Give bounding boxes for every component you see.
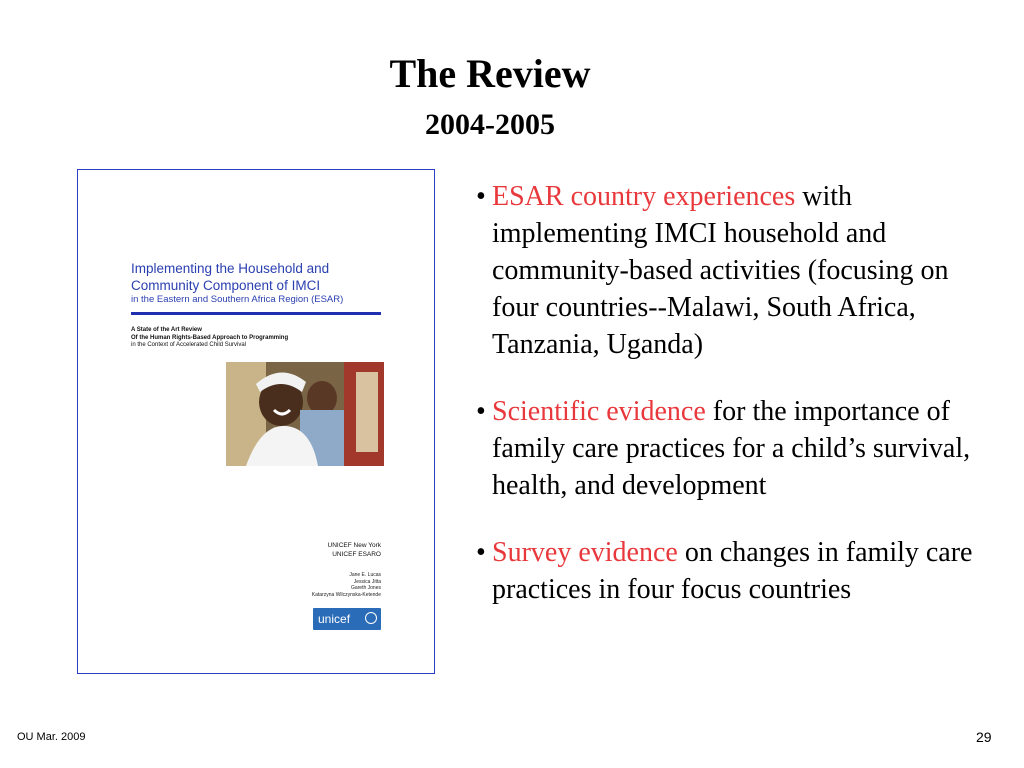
cover-photo: [226, 362, 384, 466]
bullet-dot-icon: •: [476, 537, 486, 568]
unicef-globe-icon: [365, 612, 377, 624]
cover-org-line1: UNICEF New York: [327, 542, 381, 549]
bullet-highlight: Scientific evidence: [492, 396, 706, 427]
unicef-logo-text: unicef: [318, 612, 351, 626]
cover-authors: [266, 572, 381, 598]
cover-title-line2: Community Component of IMCI: [131, 278, 321, 293]
bullet-dot-icon: •: [476, 396, 486, 427]
cover-org-line2: UNICEF ESARO: [332, 550, 381, 558]
cover-author: Gareth Jones: [350, 585, 381, 591]
bullet-item: [474, 393, 974, 504]
bullet-highlight: ESAR country experiences: [492, 181, 796, 212]
slide-subtitle: 2004-2005: [425, 108, 555, 141]
bullet-text: with implementing IMCI household and community-based activities (focusing on four countries--Malawi, South Africa, Tanzania, Uganda): [492, 181, 949, 360]
cover-divider: [131, 312, 381, 315]
cover-title-line3: in the Eastern and Southern Africa Region (ESAR): [131, 294, 344, 305]
cover-author: Katarzyna Wilczynska-Ketende: [311, 591, 381, 598]
cover-title-line1: Implementing the Household and: [131, 261, 330, 276]
bullet-highlight: Survey evidence: [492, 537, 678, 568]
cover-sub-line2: Of the Human Rights-Based Approach to Programming: [131, 334, 289, 341]
cover-sub-line3: in the Context of Accelerated Child Survival: [131, 342, 247, 348]
cover-organizations: [266, 542, 381, 559]
mother-child-photo: [226, 362, 384, 466]
cover-author: Jane E. Lucas: [349, 572, 381, 578]
unicef-logo: [313, 608, 381, 630]
page-number: 29: [976, 729, 992, 745]
cover-sub-line1: A State of the Art Review: [131, 327, 202, 333]
cover-title: [131, 260, 391, 306]
bullet-text: for the importance of family care practices for a child’s survival, health, and development: [492, 396, 971, 501]
slide-title: The Review: [389, 51, 591, 96]
bullet-list: [474, 178, 974, 638]
cover-subtitle: [131, 327, 391, 350]
report-cover-image: [77, 169, 435, 674]
bullet-text: on changes in family care practices in four focus countries: [492, 537, 973, 605]
bullet-item: [474, 178, 974, 363]
bullet-item: [474, 534, 974, 608]
footer-date: OU Mar. 2009: [17, 731, 86, 743]
bullet-dot-icon: •: [476, 181, 486, 212]
cover-author: Jessica Jitta: [353, 578, 381, 585]
